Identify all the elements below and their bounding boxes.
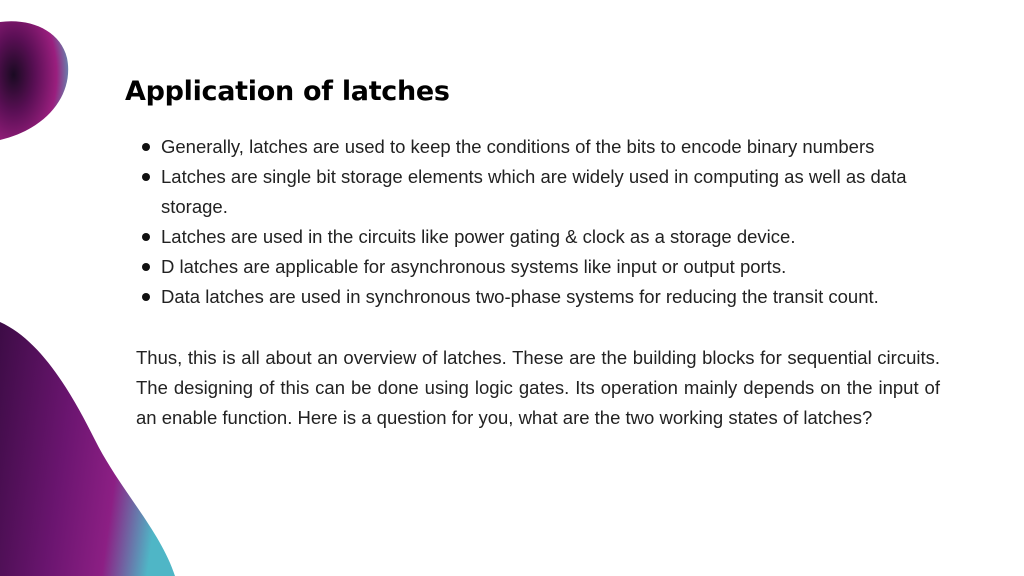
top-left-blob	[0, 21, 68, 140]
slide-title: Application of latches	[125, 76, 450, 107]
bullet-item	[136, 222, 961, 252]
bullet-item	[136, 132, 961, 162]
bullet-dot-icon	[142, 233, 150, 241]
bullet-dot-icon	[142, 263, 150, 271]
bullet-item	[136, 252, 961, 282]
bullet-dot-icon	[142, 173, 150, 181]
bullet-text: Latches are single bit storage elements which are widely used in computing as well as data storage.	[161, 166, 907, 217]
bullet-item	[136, 282, 961, 312]
bullet-dot-icon	[142, 143, 150, 151]
bullet-item	[136, 162, 961, 222]
bullet-text: D latches are applicable for asynchronous systems like input or output ports.	[161, 256, 787, 277]
bullet-text: Generally, latches are used to keep the conditions of the bits to encode binary numbers	[161, 136, 875, 157]
summary-paragraph: Thus, this is all about an overview of latches. These are the building blocks for sequential circuits. The designing of this can be done using logic gates. Its operation mainly depends on the input of an enable function. Here is a question for you, what are the two working states of latches?	[136, 347, 940, 428]
bullet-list	[136, 132, 961, 312]
bullet-text: Latches are used in the circuits like power gating & clock as a storage device.	[161, 226, 796, 247]
bullet-text: Data latches are used in synchronous two-phase systems for reducing the transit count.	[161, 286, 879, 307]
bullet-dot-icon	[142, 293, 150, 301]
